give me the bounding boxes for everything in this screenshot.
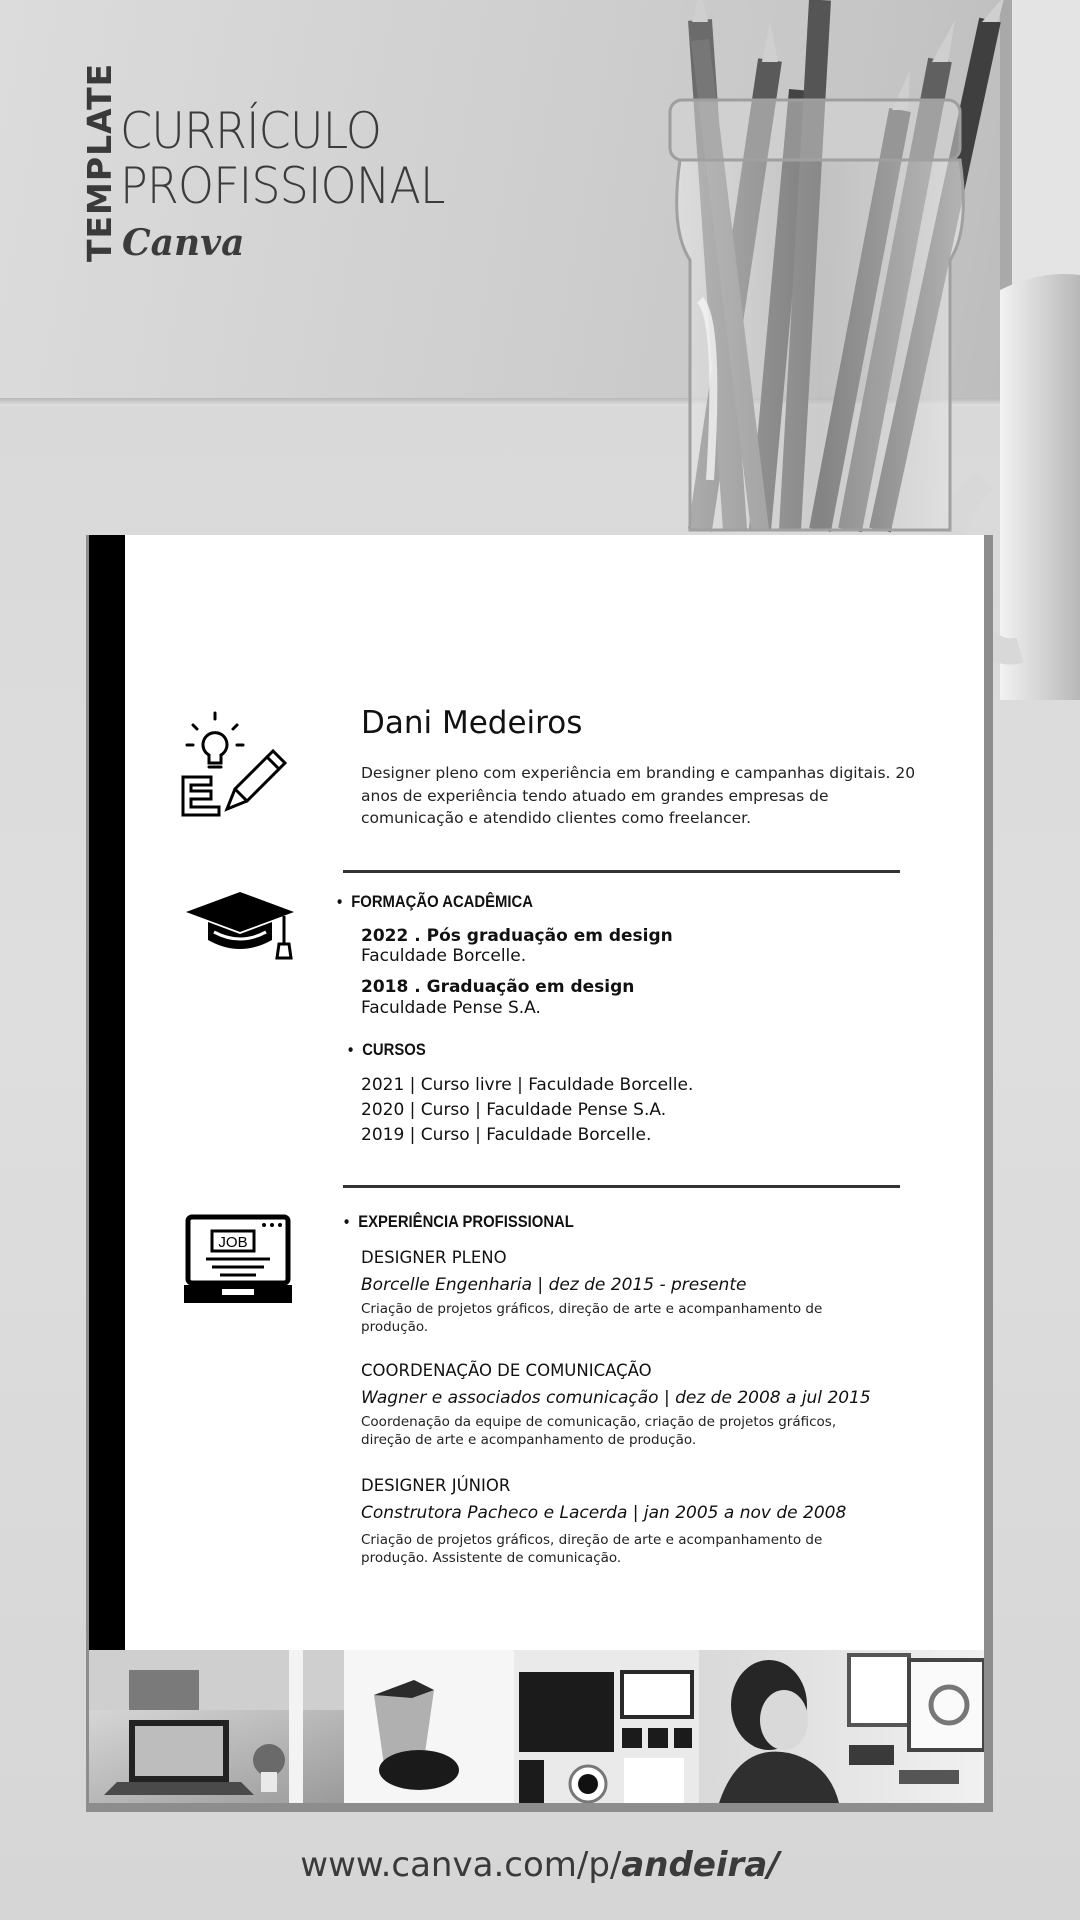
education-entry-2-title: 2018 . Graduação em design — [361, 977, 635, 997]
course-item-2: 2020 | Curso | Faculdade Pense S.A. — [361, 1100, 667, 1120]
job-2-company: Wagner e associados comunicação | dez de 2008 a jul 2015 — [361, 1388, 871, 1408]
job-2-description: Coordenação da equipe de comunicação, criação de projetos gráficos, direção de arte e acompanhamento de produção. — [361, 1414, 837, 1448]
lightbulb-pencil-icon — [179, 705, 291, 817]
job-1-description: Criação de projetos gráficos, direção de arte e acompanhamento de produção. — [361, 1301, 823, 1335]
course-item-3: 2019 | Curso | Faculdade Borcelle. — [361, 1125, 652, 1145]
education-entry-2-school: Faculdade Pense S.A. — [361, 998, 541, 1018]
job-3-company: Construtora Pacheco e Lacerda | jan 2005 a nov de 2008 — [361, 1503, 847, 1523]
coffee-bag-photo — [344, 1650, 514, 1803]
resume-card — [89, 535, 984, 1803]
job-3-description: Criação de projetos gráficos, direção de arte e acompanhamento de produção. Assistente de comunicação. — [361, 1532, 823, 1566]
job-3-role: DESIGNER JÚNIOR — [361, 1476, 511, 1495]
courses-heading: • CURSOS — [348, 1041, 426, 1060]
education-heading: • FORMAÇÃO ACADÊMICA — [337, 893, 533, 912]
job-2-role: COORDENAÇÃO DE COMUNICAÇÃO — [361, 1361, 652, 1380]
designer-at-desk-photo — [699, 1650, 984, 1803]
footer-url-handle: andeira/ — [621, 1845, 780, 1885]
photo-strip — [89, 1650, 984, 1803]
candidate-name: Dani Medeiros — [361, 705, 583, 741]
footer-url-prefix: www.canva.com/p/ — [300, 1845, 622, 1885]
section-divider — [343, 1185, 900, 1188]
footer-url[interactable] — [0, 1845, 1080, 1885]
graduation-cap-icon — [184, 892, 296, 962]
laptop-job-icon — [182, 1213, 294, 1307]
job-1-company: Borcelle Engenharia | dez de 2015 - presente — [361, 1275, 747, 1295]
course-item-1: 2021 | Curso livre | Faculdade Borcelle. — [361, 1075, 694, 1095]
template-vertical-label: TEMPLATE — [80, 62, 119, 262]
stationery-photo — [514, 1650, 699, 1803]
laptop-job-icon-text: JOB — [218, 1234, 248, 1251]
section-divider — [343, 870, 900, 873]
education-entry-1-school: Faculdade Borcelle. — [361, 946, 527, 966]
canva-brand: Canva — [122, 222, 245, 264]
profile-summary: Designer pleno com experiência em branding e campanhas digitais. 20 anos de experiência tendo atuado em grandes empresas de comunicação e atendido clientes como freelancer. — [361, 764, 916, 827]
title-line-1: CURRÍCULO — [120, 102, 381, 160]
office-laptop-photo — [89, 1650, 344, 1803]
job-1-role: DESIGNER PLENO — [361, 1248, 507, 1267]
experience-heading: • EXPERIÊNCIA PROFISSIONAL — [344, 1213, 574, 1232]
resume-side-bar — [89, 535, 125, 1650]
education-entry-1-title: 2022 . Pós graduação em design — [361, 926, 673, 946]
title-line-2: PROFISSIONAL — [120, 157, 445, 215]
